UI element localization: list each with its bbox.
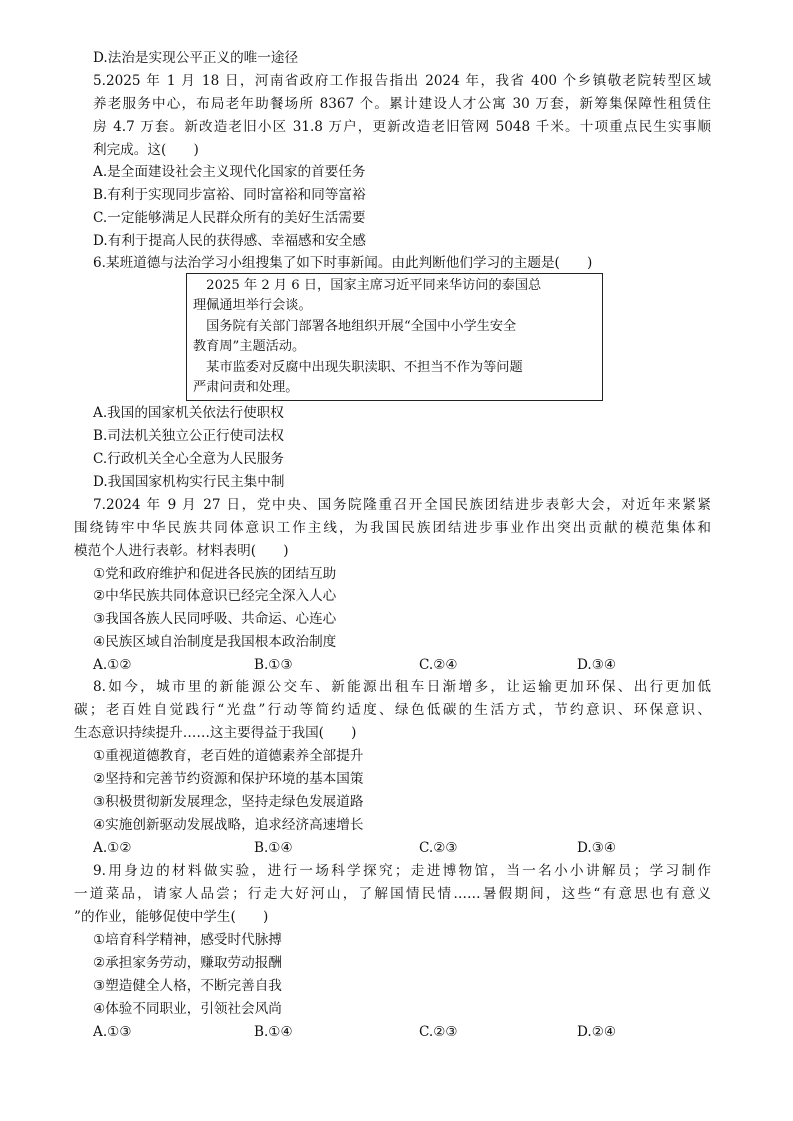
q9-option-d: D.②④	[577, 1024, 617, 1040]
q8-option-d: D.③④	[577, 840, 617, 856]
q5-stem-line-4: 利完成。这( )	[93, 142, 199, 158]
q8-item-2: ②坚持和完善节约资源和保护环境的基本国策	[93, 771, 364, 787]
q9-stem-line-1: 9.用身边的材料做实验，进行一场科学探究；走进博物馆，当一名小小讲解员；学习制作	[93, 863, 711, 879]
q5-stem-line-1: 5.2025 年 1 月 18 日，河南省政府工作报告指出 2024 年，我省 400 个乡镇敬老院转型区域	[93, 73, 711, 89]
q6-box-line-6: 严肃问责和处理。	[193, 380, 299, 395]
q5-option-d: D.有利于提高人民的获得感、幸福感和安全感	[93, 233, 367, 249]
q5-stem-line-2: 养老服务中心，布局老年助餐场所 8367 个。累计建设人才公寓 30 万套，新筹集保障性租赁住	[93, 96, 711, 112]
q9-stem-line-3: ”的作业，能够促使中学生( )	[74, 909, 269, 925]
q6-news-box	[186, 273, 603, 401]
q5-option-a: A.是全面建设社会主义现代化国家的首要任务	[93, 164, 366, 180]
q8-item-1: ①重视道德教育，老百姓的道德素养全部提升	[93, 748, 364, 764]
q6-option-c: C.行政机关全心全意为人民服务	[93, 451, 284, 467]
q8-stem-line-1: 8.如今，城市里的新能源公交车、新能源出租车日渐增多，让运输更加环保、出行更加低	[93, 679, 711, 695]
q8-item-3: ③积极贯彻新发展理念，坚持走绿色发展道路	[93, 794, 364, 810]
q9-option-c: C.②③	[419, 1024, 458, 1040]
q8-stem-line-2: 碳；老百姓自觉践行“光盘”行动等简约适度、绿色低碳的生活方式，节约意识、环保意识、	[74, 702, 711, 718]
q7-option-a: A.①②	[93, 657, 132, 673]
q6-box-line-4: 教育周”主题活动。	[193, 339, 306, 354]
q5-stem-line-3: 房 4.7 万套。新改造老旧小区 31.8 万户，更新改造老旧管网 5048 千米。十项重点民生实事顺	[93, 119, 711, 135]
q7-item-2: ②中华民族共同体意识已经完全深入人心	[93, 588, 337, 604]
q6-box-line-5: 某市监委对反腐中出现失职渎职、不担当不作为等问题	[193, 360, 523, 375]
q6-box-line-1: 2025 年 2 月 6 日，国家主席习近平同来华访问的泰国总	[193, 278, 542, 293]
q6-option-a: A.我国的国家机关依法行使职权	[93, 405, 284, 421]
q4-option-d: D.法治是实现公平正义的唯一途径	[93, 50, 299, 66]
q8-option-a: A.①②	[93, 840, 132, 856]
q7-item-3: ③我国各族人民同呼吸、共命运、心连心	[93, 611, 337, 627]
q9-item-2: ②承担家务劳动，赚取劳动报酬	[93, 955, 282, 971]
q6-option-d: D.我国国家机构实行民主集中制	[93, 474, 285, 490]
q8-item-4: ④实施创新驱动发展战略，追求经济高速增长	[93, 817, 364, 833]
q8-stem-line-3: 生态意识持续提升……这主要得益于我国( )	[74, 725, 357, 741]
q9-item-4: ④体验不同职业，引领社会风尚	[93, 1001, 282, 1017]
q5-option-c: C.一定能够满足人民群众所有的美好生活需要	[93, 210, 366, 226]
q7-option-d: D.③④	[577, 657, 617, 673]
q6-box-line-3: 国务院有关部门部署各地组织开展“全国中小学生安全	[193, 319, 517, 334]
q7-stem-line-3: 模范个人进行表彰。材料表明( )	[74, 543, 289, 559]
q8-option-c: C.②③	[419, 840, 458, 856]
q7-item-4: ④民族区域自治制度是我国根本政治制度	[93, 634, 337, 650]
q9-stem-line-2: 一道菜品，请家人品尝；行走大好河山，了解国情民情……暑假期间，这些“有意思也有意义	[74, 886, 711, 902]
q7-option-c: C.②④	[419, 657, 458, 673]
q9-option-b: B.①④	[254, 1024, 293, 1040]
q6-box-line-2: 理佩通坦举行会谈。	[193, 298, 312, 313]
q6-option-b: B.司法机关独立公正行使司法权	[93, 428, 285, 444]
q5-option-b: B.有利于实现同步富裕、同时富裕和同等富裕	[93, 187, 366, 203]
q9-item-3: ③塑造健全人格，不断完善自我	[93, 978, 282, 994]
q8-option-b: B.①④	[254, 840, 293, 856]
q9-item-1: ①培育科学精神，感受时代脉搏	[93, 932, 282, 948]
q7-option-b: B.①③	[254, 657, 293, 673]
q7-item-1: ①党和政府维护和促进各民族的团结互助	[93, 566, 337, 582]
q6-stem: 6.某班道德与法治学习小组搜集了如下时事新闻。由此判断他们学习的主题是( )	[93, 255, 593, 271]
q7-stem-line-2: 围绕铸牢中华民族共同体意识工作主线，为我国民族团结进步事业作出突出贡献的模范集体和	[74, 520, 711, 536]
q7-stem-line-1: 7.2024 年 9 月 27 日，党中央、国务院隆重召开全国民族团结进步表彰大会，对近年来紧紧	[93, 497, 711, 513]
q9-option-a: A.①③	[93, 1024, 132, 1040]
